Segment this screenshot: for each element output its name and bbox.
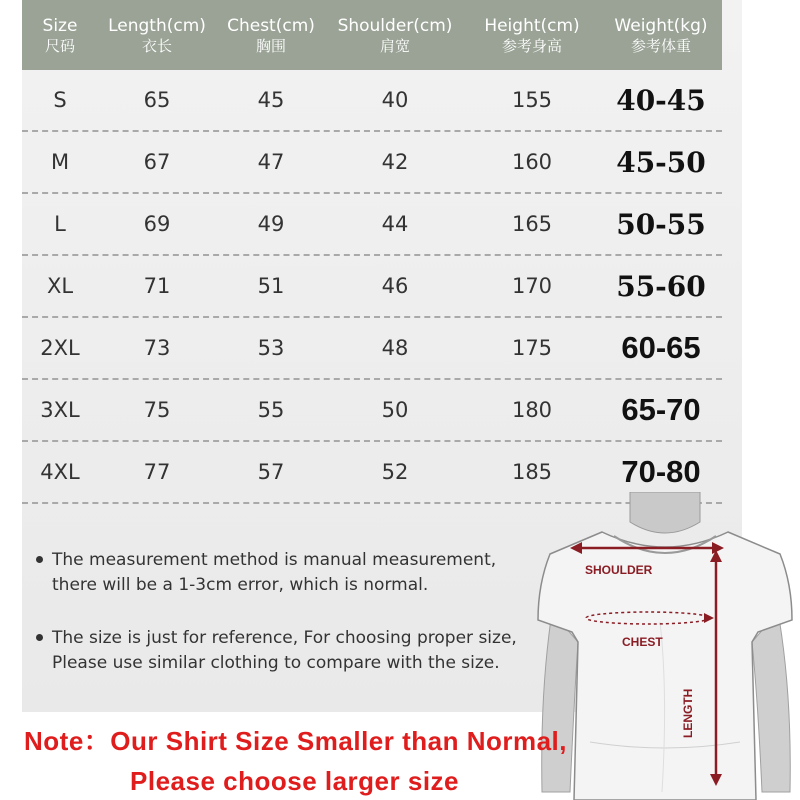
note-item [34,626,534,676]
cell-chest: 45 [257,88,285,112]
cell-height: 165 [511,212,553,236]
cell-height: 160 [511,150,553,174]
header-shoulder: Shoulder(cm) 肩宽 [337,15,453,55]
shoulder-label: SHOULDER [585,563,653,577]
cell-weight: 40-45 [616,83,706,117]
note-line: there will be a 1-3cm error, which is normal. [52,575,429,595]
header-size: Size 尺码 [42,15,78,55]
warning-line: Note：Our Shirt Size Smaller than Normal, [24,726,567,756]
note-line: Please use similar clothing to compare with the size. [52,653,500,673]
cell-weight: 45-50 [616,145,706,179]
cell-length: 73 [143,336,171,360]
cell-length: 67 [143,150,171,174]
cell-shoulder: 40 [381,88,409,112]
cell-shoulder: 46 [381,274,409,298]
table-row [22,194,722,256]
note-item [34,548,534,598]
chest-label: CHEST [622,635,663,649]
bullet-icon [36,634,43,641]
cell-weight: 70-80 [621,454,701,489]
cell-size: L [54,212,66,236]
cell-weight: 55-60 [616,269,706,303]
cell-length: 69 [143,212,171,236]
cell-height: 180 [511,398,553,422]
cell-shoulder: 48 [381,336,409,360]
table-body [22,70,722,504]
warning-line: Please choose larger size [130,766,460,796]
cell-shoulder: 42 [381,150,409,174]
cell-length: 65 [143,88,171,112]
cell-chest: 57 [257,460,285,484]
cell-chest: 47 [257,150,285,174]
cell-weight: 50-55 [616,207,706,241]
cell-height: 175 [511,336,553,360]
cell-length: 75 [143,398,171,422]
cell-size: 4XL [40,460,80,484]
right-arm-shape [752,612,790,792]
cell-length: 77 [143,460,171,484]
cell-chest: 49 [257,212,285,236]
cell-size: 2XL [40,336,80,360]
header-chest: Chest(cm) 胸围 [227,15,315,55]
tshirt-measurement-diagram [530,492,800,800]
bullet-icon [36,556,43,563]
header-length: Length(cm) 衣长 [108,15,206,55]
cell-height: 155 [511,88,553,112]
table-header [22,0,722,70]
cell-shoulder: 50 [381,398,409,422]
cell-height: 170 [511,274,553,298]
cell-chest: 51 [257,274,285,298]
cell-weight: 65-70 [621,392,701,427]
header-weight: Weight(kg) 参考体重 [614,15,708,55]
header-height: Height(cm) 参考身高 [484,15,580,55]
cell-size: 3XL [40,398,80,422]
cell-chest: 53 [257,336,285,360]
cell-size: M [50,150,70,174]
note-line: The size is just for reference, For choosing proper size, [52,628,517,648]
left-arm-shape [542,612,578,792]
table-row [22,70,722,132]
length-label: LENGTH [681,688,695,738]
table-row [22,318,722,380]
table-row [22,132,722,194]
cell-shoulder: 44 [381,212,409,236]
table-row [22,380,722,442]
cell-weight: 60-65 [621,330,701,365]
cell-size: XL [46,274,74,298]
cell-length: 71 [143,274,171,298]
notes-section [34,548,534,704]
table-row [22,256,722,318]
note-line: The measurement method is manual measurement, [52,550,497,570]
cell-size: S [53,88,67,112]
neck-shape [630,492,700,533]
cell-height: 185 [511,460,553,484]
cell-shoulder: 52 [381,460,409,484]
cell-chest: 55 [257,398,285,422]
